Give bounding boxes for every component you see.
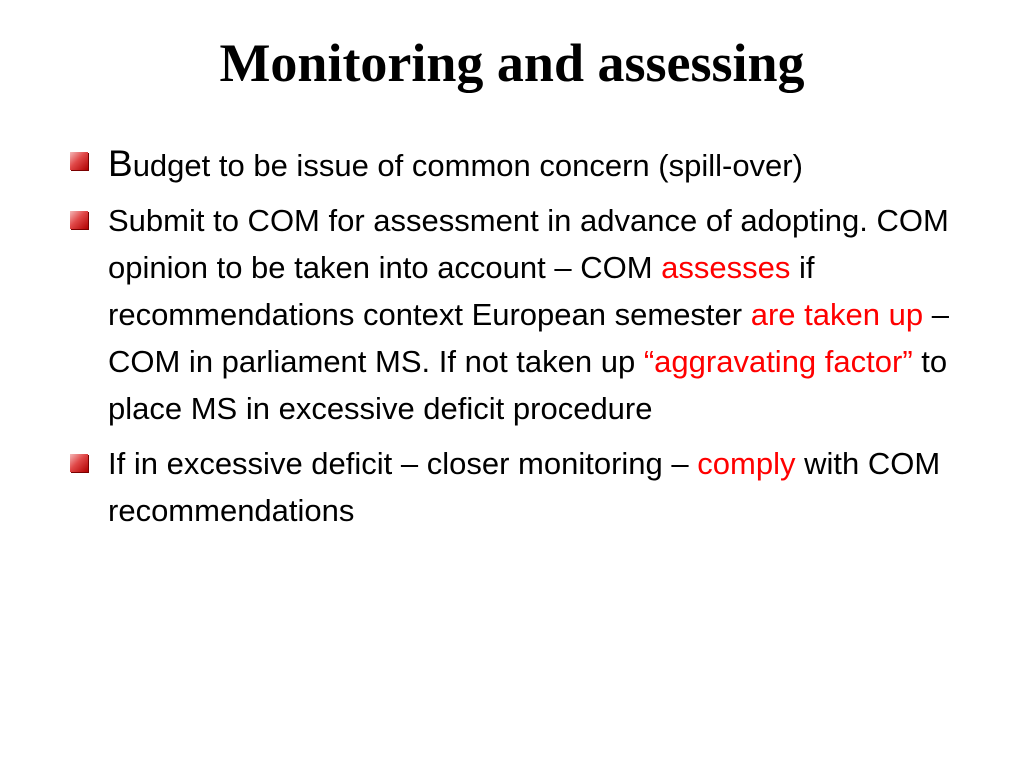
- bullet-item-budget: [70, 140, 950, 189]
- bullet-text: If in excessive deficit – closer monitoring – comply with COM recommendations: [108, 446, 941, 528]
- bullet-list: [70, 140, 950, 542]
- bullet-text: Budget to be issue of common concern (spill-over): [108, 143, 803, 184]
- emphasis-assesses: assesses: [661, 250, 791, 285]
- red-square-bullet-icon: [70, 152, 88, 170]
- red-square-bullet-icon: [70, 454, 88, 472]
- emphasis-aggravating-factor: “aggravating factor”: [643, 344, 913, 379]
- slide-title: Monitoring and assessing: [219, 33, 805, 93]
- emphasis-are-taken-up: are taken up: [750, 297, 924, 332]
- red-square-bullet-icon: [70, 211, 88, 229]
- bullet-item-submit: [70, 197, 950, 432]
- bullet-text: Submit to COM for assessment in advance of adopting. COM opinion to be taken into account – COM assesses if recommendations context European semester are taken up – COM in parliament MS. If not taken up “aggravating factor” to place MS in excessive deficit procedure: [108, 203, 949, 426]
- bullet-item-excessive-deficit: [70, 440, 950, 534]
- emphasis-comply: comply: [697, 446, 796, 481]
